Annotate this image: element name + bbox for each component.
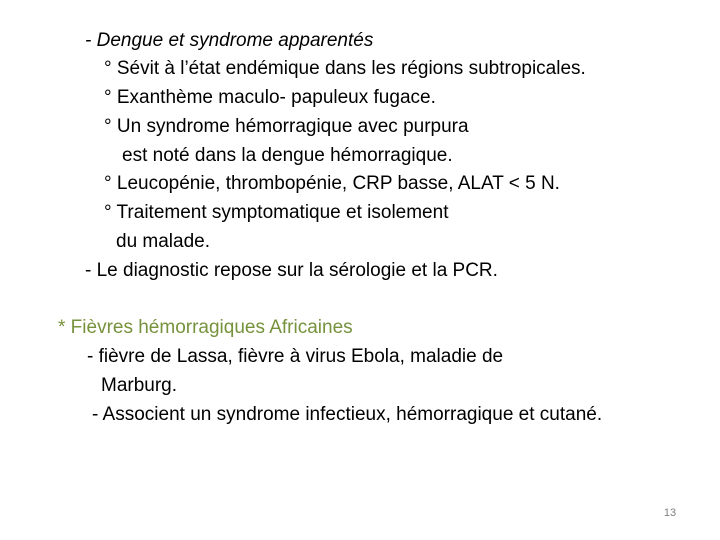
dengue-item-hemorrhagic: ° Un syndrome hémorragique avec purpura [104, 116, 469, 137]
dengue-diagnosis: - Le diagnostic repose sur la sérologie et la PCR. [85, 260, 498, 281]
african-fevers-line-2: Marburg. [101, 375, 178, 396]
dengue-item-treatment: ° Traitement symptomatique et isolement [104, 202, 449, 223]
dengue-item-treatment-cont: du malade. [116, 231, 211, 252]
african-fevers-line-1: - fièvre de Lassa, fièvre à virus Ebola, maladie de [87, 346, 504, 367]
dengue-title: - Dengue et syndrome apparentés [85, 30, 374, 51]
dengue-item-biology: ° Leucopénie, thrombopénie, CRP basse, ALAT < 5 N. [104, 173, 560, 194]
page-number: 13 [663, 507, 677, 519]
dengue-item-hemorrhagic-cont: est noté dans la dengue hémorragique. [122, 145, 453, 166]
african-fevers-heading: * Fièvres hémorragiques Africaines [58, 317, 353, 338]
african-fevers-line-3: - Associent un syndrome infectieux, hémorragique et cutané. [92, 404, 603, 425]
dengue-item-endemic: ° Sévit à l’état endémique dans les régions subtropicales. [104, 58, 586, 79]
dengue-item-exanthem: ° Exanthème maculo- papuleux fugace. [104, 87, 436, 108]
